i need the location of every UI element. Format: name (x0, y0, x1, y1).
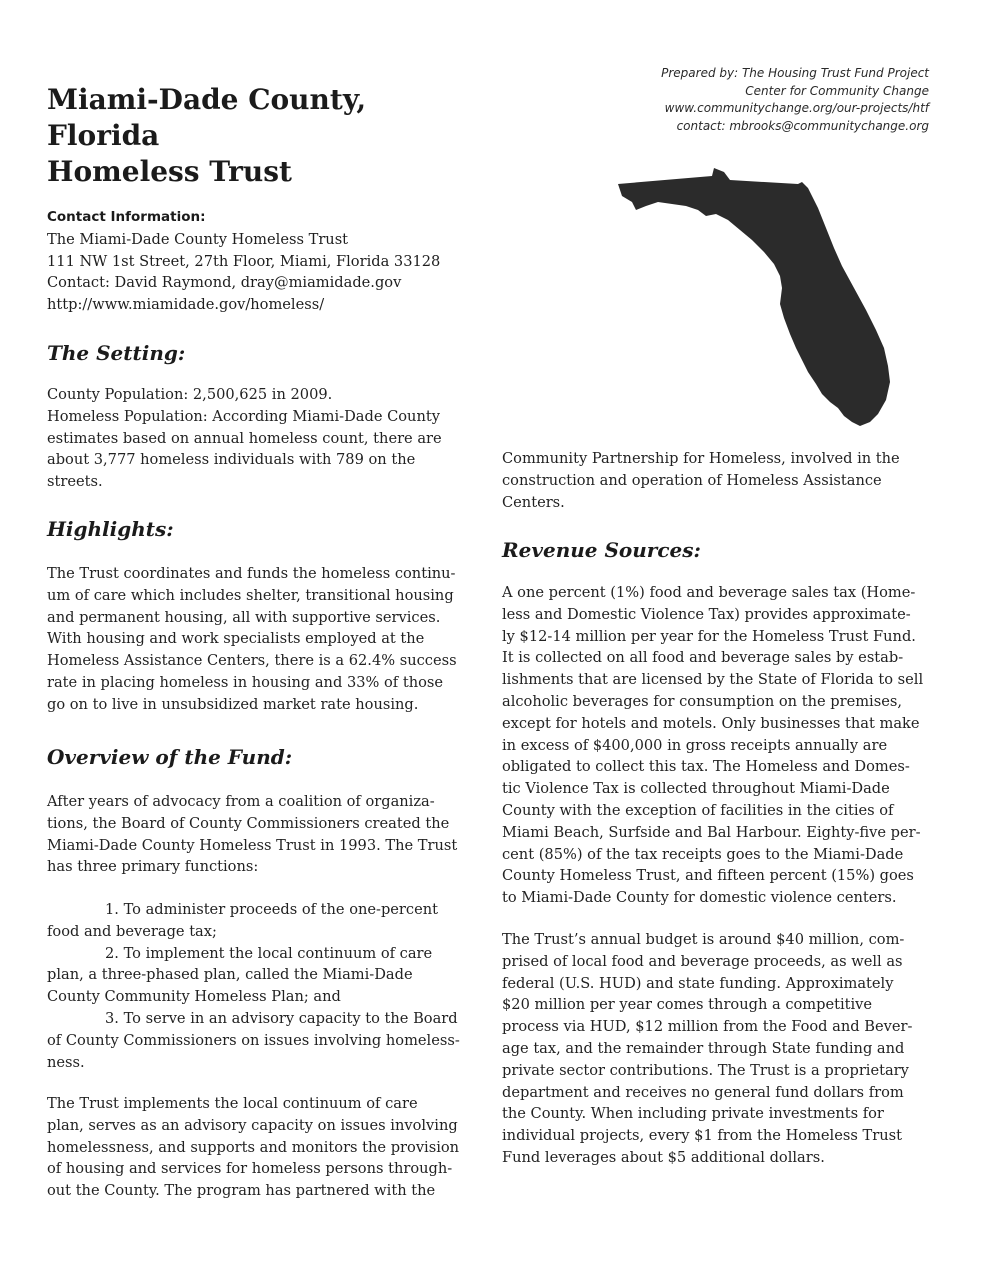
function-line: 3. To serve in an advisory capacity to the Board (105, 1009, 458, 1027)
revenue-line: lishments that are licensed by the State of Florida to sell (502, 671, 924, 689)
contact-label: Contact Information: (47, 209, 206, 225)
contact-person: Contact: David Raymond, dray@miamidade.gov (47, 274, 402, 291)
florida-shape (618, 168, 890, 426)
overview-line: has three primary functions: (47, 858, 259, 876)
overview-line: tions, the Board of County Commissioners created the (47, 814, 450, 832)
page-title (47, 82, 467, 190)
revenue-line: less and Domestic Violence Tax) provides approximate- (502, 605, 911, 623)
highlights-line: go on to live in unsubsidized market rate housing. (47, 695, 419, 713)
prepared-by-block (509, 65, 929, 135)
revenue-line: alcoholic beverages for consumption on the premises, (502, 692, 902, 710)
highlights-line: The Trust coordinates and funds the homeless continu- (47, 565, 456, 582)
revenue-line: Fund leverages about $5 additional dollars. (502, 1148, 825, 1166)
revenue-line: Miami Beach, Surfside and Bal Harbour. Eighty-five per- (502, 823, 921, 841)
highlights-line: Homeless Assistance Centers, there is a 62.4% success (47, 652, 457, 670)
setting-line: estimates based on annual homeless count, there are (47, 429, 442, 447)
revenue-paragraph-1 (502, 582, 923, 909)
function-line: 1. To administer proceeds of the one-percent (105, 901, 438, 918)
prepared-by-contact: contact: mbrooks@communitychange.org (676, 118, 929, 133)
title-line-1: Miami-Dade County, (47, 83, 367, 116)
revenue-paragraph-2 (502, 929, 912, 1169)
revenue-line: A one percent (1%) food and beverage sales tax (Home- (502, 584, 916, 601)
overview-line: construction and operation of Homeless Assistance (502, 471, 882, 489)
overview-intro (47, 791, 457, 878)
overview-line: plan, serves as an advisory capacity on issues involving (47, 1116, 458, 1134)
title-line-2: Florida (47, 119, 160, 152)
highlights-heading: Highlights: (47, 517, 174, 541)
revenue-line: obligated to collect this tax. The Homeless and Domes- (502, 758, 910, 776)
setting-line: streets. (47, 473, 103, 491)
highlights-line: With housing and work specialists employed at the (47, 630, 425, 648)
revenue-line: federal (U.S. HUD) and state funding. Approximately (502, 974, 894, 992)
revenue-line: department and receives no general fund dollars from (502, 1083, 904, 1101)
setting-line: County Population: 2,500,625 in 2009. (47, 386, 333, 403)
function-line: plan, a three-phased plan, called the Miami-Dade (47, 966, 413, 984)
setting-line: Homeless Population: According Miami-Dade County (47, 407, 440, 425)
revenue-line: cent (85%) of the tax receipts goes to the Miami-Dade (502, 845, 904, 863)
revenue-line: $20 million per year comes through a competitive (502, 996, 873, 1014)
contact-address: 111 NW 1st Street, 27th Floor, Miami, Florida 33128 (47, 252, 441, 270)
setting-line: about 3,777 homeless individuals with 789 on the (47, 451, 416, 469)
revenue-line: in excess of $400,000 in gross receipts annually are (502, 736, 888, 754)
revenue-line: tic Violence Tax is collected throughout Miami-Dade (502, 780, 890, 798)
overview-line: out the County. The program has partnered with the (47, 1182, 436, 1200)
revenue-line: It is collected on all food and beverage sales by estab- (502, 649, 904, 667)
revenue-line: the County. When including private investments for (502, 1105, 884, 1123)
revenue-line: to Miami-Dade County for domestic violence centers. (502, 889, 897, 907)
title-line-3: Homeless Trust (47, 155, 292, 188)
contact-url: http://www.miamidade.gov/homeless/ (47, 295, 325, 313)
function-line: 2. To implement the local continuum of care (105, 944, 433, 962)
setting-heading: The Setting: (47, 341, 186, 365)
revenue-heading: Revenue Sources: (502, 538, 701, 562)
revenue-line: private sector contributions. The Trust is a proprietary (502, 1061, 909, 1079)
contact-org: The Miami-Dade County Homeless Trust (47, 231, 349, 248)
revenue-line: except for hotels and motels. Only businesses that make (502, 714, 920, 732)
prepared-by-line: Prepared by: The Housing Trust Fund Project (661, 66, 929, 80)
contact-info (47, 229, 477, 315)
function-line: ness. (47, 1053, 85, 1071)
revenue-line: age tax, and the remainder through State funding and (502, 1039, 905, 1057)
setting-text (47, 384, 442, 493)
florida-map-icon (612, 168, 894, 430)
overview-functions (47, 899, 460, 1073)
overview-continued (502, 448, 900, 513)
overview-heading: Overview of the Fund: (47, 745, 293, 769)
overview-line: The Trust implements the local continuum of care (47, 1095, 418, 1112)
highlights-line: and permanent housing, all with supportive services. (47, 608, 441, 626)
highlights-text (47, 563, 457, 716)
overview-line: Miami-Dade County Homeless Trust in 1993. The Trust (47, 836, 458, 854)
revenue-line: County with the exception of facilities in the cities of (502, 801, 894, 819)
prepared-by-org: Center for Community Change (745, 83, 929, 98)
overview-line: Centers. (502, 493, 565, 511)
overview-line: After years of advocacy from a coalition of organiza- (47, 793, 435, 810)
overview-closing (47, 1093, 459, 1202)
revenue-line: process via HUD, $12 million from the Food and Bever- (502, 1018, 913, 1036)
highlights-line: rate in placing homeless in housing and 33% of those (47, 673, 444, 691)
overview-line: Community Partnership for Homeless, involved in the (502, 450, 900, 467)
revenue-line: prised of local food and beverage proceeds, as well as (502, 952, 903, 970)
revenue-line: County Homeless Trust, and fifteen percent (15%) goes (502, 867, 914, 885)
revenue-line: ly $12-14 million per year for the Homeless Trust Fund. (502, 627, 916, 645)
overview-line: homelessness, and supports and monitors the provision (47, 1138, 460, 1156)
prepared-by-url: www.communitychange.org/our-projects/htf (664, 101, 929, 115)
revenue-line: individual projects, every $1 from the Homeless Trust (502, 1127, 902, 1145)
revenue-line: The Trust’s annual budget is around $40 million, com- (502, 931, 905, 948)
function-line: food and beverage tax; (47, 922, 217, 940)
overview-line: of housing and services for homeless persons through- (47, 1160, 453, 1178)
function-line: of County Commissioners on issues involving homeless- (47, 1031, 460, 1049)
highlights-line: um of care which includes shelter, transitional housing (47, 586, 454, 604)
function-line: County Community Homeless Plan; and (47, 988, 341, 1006)
